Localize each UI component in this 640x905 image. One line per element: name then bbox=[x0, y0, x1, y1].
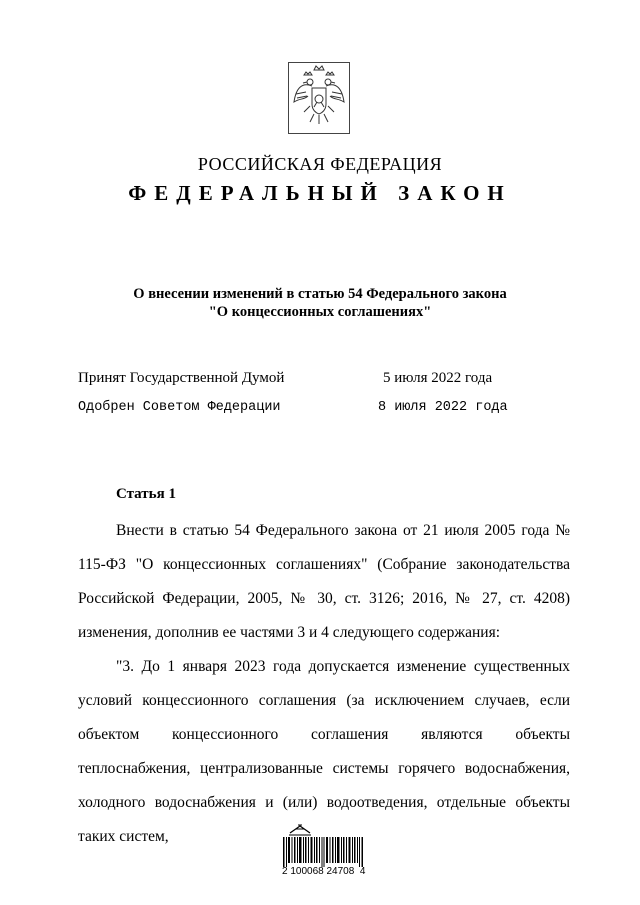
article-paragraph-2: "3. До 1 января 2023 года допускается изменение существенных условий концессионного соглашения (за исключением случаев, если объектом концессионного соглашения являются объекты теплоснабжения, централизованные системы горячего водоснабжения, холодного водоснабжения и (или) водоотведения, отдельные объекты таких систем, bbox=[78, 658, 570, 845]
coat-of-arms-icon bbox=[288, 62, 350, 134]
law-title-line-2: "О концессионных соглашениях" bbox=[208, 304, 432, 320]
country-name: РОССИЙСКАЯ ФЕДЕРАЦИЯ bbox=[197, 154, 443, 174]
duma-adoption-label: Принят Государственной Думой bbox=[78, 370, 285, 386]
registration-mark-icon bbox=[287, 822, 313, 836]
council-approval-label: Одобрен Советом Федерации bbox=[78, 400, 281, 415]
barcode-icon bbox=[283, 837, 363, 867]
barcode-number: 2 100068 24708 4 bbox=[282, 866, 366, 877]
law-title bbox=[0, 285, 640, 321]
document-type: ФЕДЕРАЛЬНЫЙ ЗАКОН bbox=[128, 181, 512, 205]
article-body bbox=[78, 514, 570, 854]
duma-adoption-date: 5 июля 2022 года bbox=[383, 370, 493, 386]
law-title-line-1: О внесении изменений в статью 54 Федерального закона bbox=[133, 286, 507, 302]
article-paragraph-1: Внести в статью 54 Федерального закона от 21 июля 2005 года № 115-ФЗ "О концессионных соглашениях" (Собрание законодательства Российской Федерации, 2005, № 30, ст. 3126; 2016, № 27, ст. 4208) изменения, дополнив ее частями 3 и 4 следующего содержания: bbox=[78, 522, 570, 641]
article-heading: Статья 1 bbox=[116, 486, 176, 502]
council-approval-date: 8 июля 2022 года bbox=[378, 400, 508, 415]
